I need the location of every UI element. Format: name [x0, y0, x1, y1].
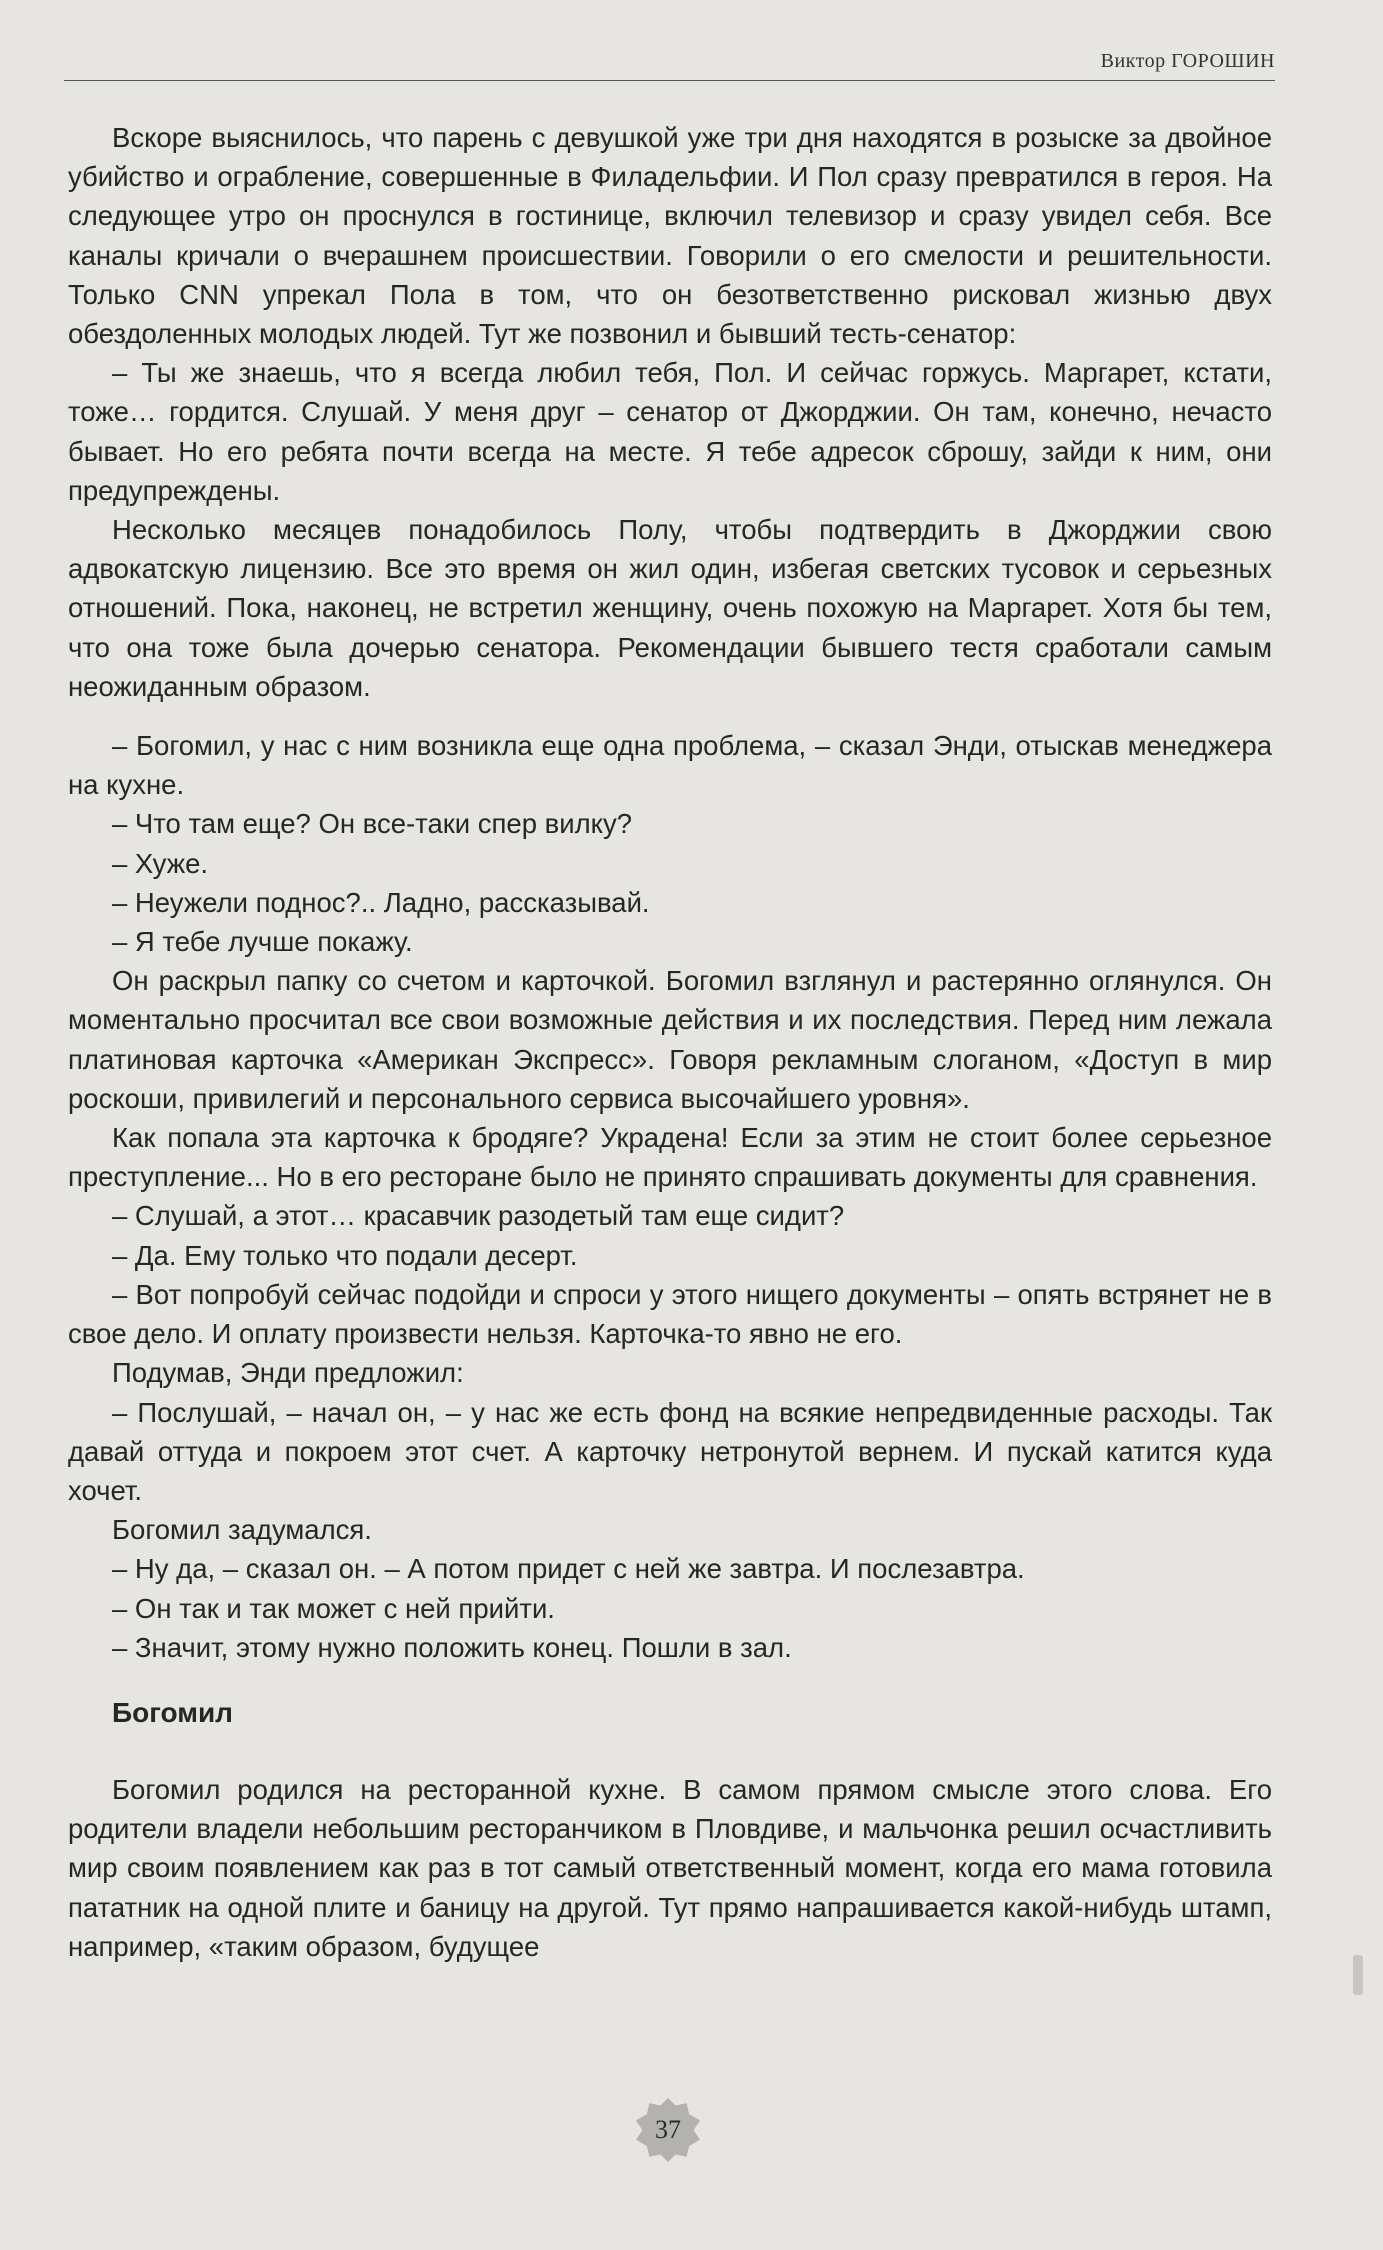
paragraph: Несколько месяцев понадобилось Полу, чтобы подтвердить в Джорджии свою адвокатскую лицензию. Все это время он жил один, избегая светских тусовок и серьезных отношений. Пока, наконец, не встретил женщину, очень похожую на Маргарет. Хотя бы тем, что она тоже была дочерью сенатора. Рекомендации бывшего тестя сработали самым неожиданным образом.	[68, 514, 1272, 702]
paragraph: – Послушай, – начал он, – у нас же есть фонд на всякие непредвиденные расходы. Так давай оттуда и покроем этот счет. А карточку нетронутой вернем. И пускай катится куда хочет.	[68, 1396, 1272, 1506]
running-title: Виктор ГОРОШИН	[1100, 50, 1275, 72]
body-text	[68, 118, 1272, 1966]
section-heading: Богомил	[112, 1696, 233, 1728]
paragraph: Богомил задумался.	[112, 1514, 372, 1546]
paragraph: – Что там еще? Он все-таки спер вилку?	[112, 808, 633, 840]
paragraph: – Ты же знаешь, что я всегда любил тебя, Пол. И сейчас горжусь. Маргарет, кстати, тоже… гордится. Слушай. У меня друг – сенатор от Джорджии. Он там, конечно, нечасто бывает. Но его ребята почти всегда на месте. Я тебе адресок сброшу, зайди к ним, они предупреждены.	[68, 357, 1272, 506]
paragraph: Он раскрыл папку со счетом и карточкой. Богомил взглянул и растерянно оглянулся. Он моментально просчитал все свои возможные действия и их последствия. Перед ним лежала платиновая карточка «Американ Экспресс». Говоря рекламным слоганом, «Доступ в мир роскоши, привилегий и персонального сервиса высочайшего уровня».	[68, 965, 1272, 1114]
paragraph: – Неужели поднос?.. Ладно, рассказывай.	[112, 886, 650, 918]
paragraph: – Слушай, а этот… красавчик разодетый там еще сидит?	[112, 1200, 845, 1232]
paragraph: Вскоре выяснилось, что парень с девушкой уже три дня находятся в розыске за двойное убийство и ограбление, совершенные в Филадельфии. И Пол сразу превратился в героя. На следующее утро он проснулся в гостинице, включил телевизор и сразу увидел себя. Все каналы кричали о вчерашнем происшествии. Говорили о его смелости и решительности. Только CNN упрекал Пола в том, что он безответственно рисковал жизнью двух обездоленных молодых людей. Тут же позвонил и бывший тесть-сенатор:	[68, 122, 1272, 350]
paragraph: – Богомил, у нас с ним возникла еще одна проблема, – сказал Энди, отыскав менеджера на кухне.	[68, 730, 1272, 801]
paragraph: – Он так и так может с ней прийти.	[112, 1592, 555, 1624]
paragraph: – Да. Ему только что подали десерт.	[112, 1239, 578, 1271]
running-header	[64, 44, 1275, 81]
paragraph: – Я тебе лучше покажу.	[112, 926, 413, 958]
page-number: 37	[655, 2115, 681, 2144]
paragraph: Богомил родился на ресторанной кухне. В самом прямом смысле этого слова. Его родители владели небольшим ресторанчиком в Пловдиве, и мальчонка решил осчастливить мир своим появлением как раз в тот самый ответственный момент, когда его мама готовила пататник на одной плите и баницу на другой. Тут прямо напрашивается какой-нибудь штамп, например, «таким образом, будущее	[68, 1773, 1272, 1962]
paragraph: – Значит, этому нужно положить конец. Пошли в зал.	[112, 1631, 792, 1663]
paragraph: – Ну да, – сказал он. – А потом придет с ней же завтра. И послезавтра.	[112, 1553, 1025, 1585]
page-number-badge	[626, 2088, 710, 2172]
paragraph: – Вот попробуй сейчас подойди и спроси у этого нищего документы – опять встрянет не в свое дело. И оплату произвести нельзя. Карточка-то явно не его.	[68, 1278, 1272, 1350]
page-edge-mark	[1353, 1955, 1363, 1995]
paragraph: Подумав, Энди предложил:	[112, 1357, 464, 1389]
paragraph: – Хуже.	[112, 847, 209, 879]
paragraph: Как попала эта карточка к бродяге? Украдена! Если за этим не стоит более серьезное преступление... Но в его ресторане было не принято спрашивать документы для сравнения.	[68, 1122, 1272, 1193]
